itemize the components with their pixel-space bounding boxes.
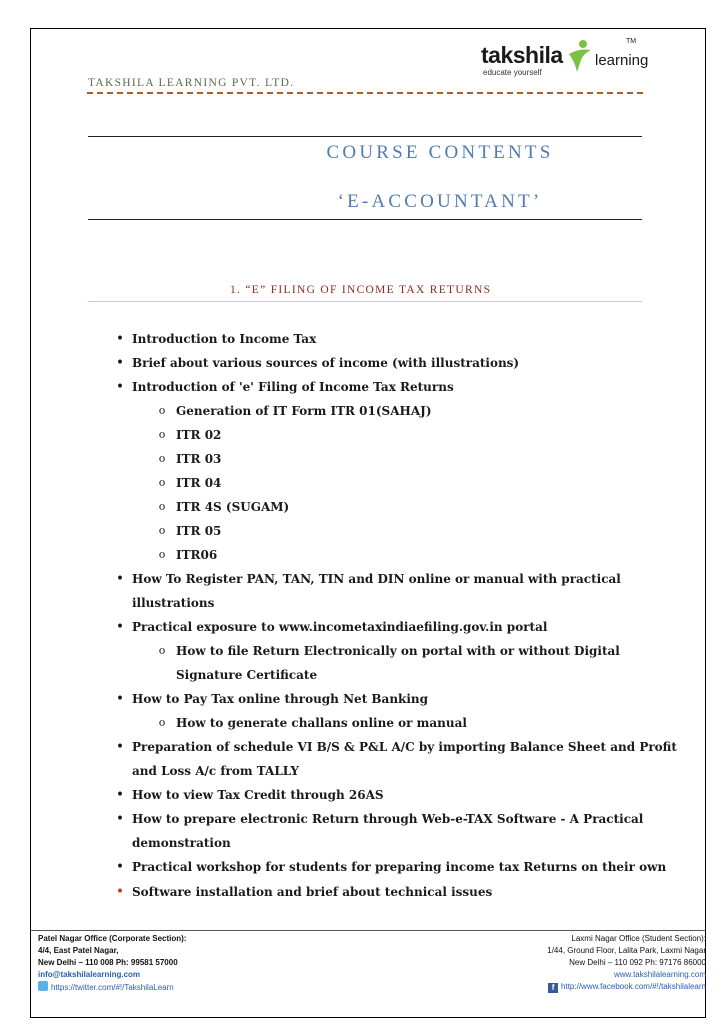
title-rule-bottom xyxy=(88,219,642,220)
list-item-text: How to view Tax Credit through 26AS xyxy=(132,788,384,802)
sub-item-text: ITR 02 xyxy=(176,428,222,442)
facebook-icon: f xyxy=(548,983,558,993)
list-item xyxy=(110,783,384,807)
circle-marker: o xyxy=(158,548,166,561)
sub-item-text: How to file Return Electronically on portal with or without Digital xyxy=(176,644,620,658)
bullet-marker: • xyxy=(115,355,125,371)
sub-item-text: ITR 03 xyxy=(176,452,222,466)
circle-marker: o xyxy=(158,428,166,441)
logo-learning-text: learning xyxy=(595,52,649,69)
sub-item-text: Generation of IT Form ITR 01(SAHAJ) xyxy=(176,404,432,418)
list-item-text: Software installation and brief about technical issues xyxy=(132,885,493,899)
bullet-marker: • xyxy=(115,739,125,755)
list-item-text: How to prepare electronic Return through Web-e-TAX Software - A Practical xyxy=(132,812,644,826)
list-item xyxy=(110,687,428,711)
sub-list-item xyxy=(152,399,432,423)
section-rule xyxy=(88,301,642,302)
list-item-text: Introduction to Income Tax xyxy=(132,332,317,346)
list-item-text: Practical workshop for students for preparing income tax Returns on their own xyxy=(132,860,667,874)
list-item-text: Brief about various sources of income (with illustrations) xyxy=(132,356,520,370)
sub-list-item xyxy=(152,519,221,543)
footer-right-phone: New Delhi – 110 092 Ph: 97176 86000 xyxy=(569,958,706,967)
circle-marker: o xyxy=(158,452,166,465)
logo-trademark: TM xyxy=(626,38,637,45)
sub-list-item xyxy=(152,543,217,567)
list-item xyxy=(110,855,666,879)
title-rule-top xyxy=(88,136,642,137)
list-item xyxy=(110,351,519,375)
list-item-text: Practical exposure to www.incometaxindiaefiling.gov.in portal xyxy=(132,620,548,634)
twitter-icon xyxy=(38,981,48,991)
sub-list-item xyxy=(152,471,221,495)
footer-rule xyxy=(30,930,706,931)
footer-twitter-link[interactable] xyxy=(38,981,174,994)
footer-right-title: Laxmi Nagar Office (Student Section): xyxy=(571,934,706,943)
facebook-url: http://www.facebook.com/#!/takshilalearn xyxy=(561,982,706,991)
list-item xyxy=(110,615,547,639)
list-item xyxy=(110,807,643,831)
sub-item-text: How to generate challans online or manual xyxy=(176,716,467,730)
page-subtitle: ‘E-ACCOUNTANT’ xyxy=(337,191,543,212)
bullet-marker: • xyxy=(115,691,125,707)
logo-figure-icon xyxy=(565,38,595,74)
footer-right-address: 1/44, Ground Floor, Lalita Park, Laxmi Nagar xyxy=(547,946,706,955)
list-item-text: Introduction of 'e' Filing of Income Tax Returns xyxy=(132,380,454,394)
sub-list-item xyxy=(152,447,221,471)
list-item xyxy=(110,880,492,904)
sub-item-text: ITR 04 xyxy=(176,476,222,490)
list-item xyxy=(110,735,677,759)
sub-item-text: ITR 4S (SUGAM) xyxy=(176,500,290,514)
bullet-marker: • xyxy=(115,787,125,803)
list-item-continuation: and Loss A/c from TALLY xyxy=(132,764,299,778)
list-item-continuation: illustrations xyxy=(132,596,215,610)
logo-tagline: educate yourself xyxy=(483,68,542,77)
circle-marker: o xyxy=(158,404,166,417)
circle-marker: o xyxy=(158,524,166,537)
list-item xyxy=(110,375,454,399)
list-item-text: How to Pay Tax online through Net Banking xyxy=(132,692,429,706)
circle-marker: o xyxy=(158,500,166,513)
bullet-marker: • xyxy=(115,811,125,827)
section-heading: 1. “E” FILING OF INCOME TAX RETURNS xyxy=(230,284,492,296)
footer-left-phone: New Delhi – 110 008 Ph: 99581 57000 xyxy=(38,958,178,967)
footer-left-address: 4/4, East Patel Nagar, xyxy=(38,946,119,955)
circle-marker: o xyxy=(158,644,166,657)
list-item-continuation: demonstration xyxy=(132,836,231,850)
sub-item-continuation: Signature Certificate xyxy=(176,668,318,682)
footer-website-link[interactable]: www.takshilalearning.com xyxy=(613,970,706,979)
bullet-marker: • xyxy=(115,331,125,347)
logo-wordmark: takshila xyxy=(481,42,563,68)
footer-email-link[interactable]: info@takshilalearning.com xyxy=(38,970,141,979)
list-item-text: Preparation of schedule VI B/S & P&L A/C by importing Balance Sheet and Profit xyxy=(132,740,677,754)
company-name: TAKSHILA LEARNING PVT. LTD. xyxy=(88,77,295,89)
bullet-marker: • xyxy=(115,619,125,635)
sub-list-item xyxy=(152,423,221,447)
circle-marker: o xyxy=(158,476,166,489)
sub-list-item xyxy=(152,639,620,663)
list-item xyxy=(110,567,621,591)
list-item-text: How To Register PAN, TAN, TIN and DIN online or manual with practical xyxy=(132,572,621,586)
sub-item-text: ITR06 xyxy=(176,548,218,562)
circle-marker: o xyxy=(158,716,166,729)
bullet-marker: • xyxy=(115,379,125,395)
header-dashed-rule xyxy=(87,92,643,94)
bullet-marker: • xyxy=(115,884,125,900)
bullet-marker: • xyxy=(115,571,125,587)
footer-left-title: Patel Nagar Office (Corporate Section): xyxy=(38,934,187,943)
sub-list-item xyxy=(152,711,467,735)
sub-list-item xyxy=(152,495,289,519)
page-title: COURSE CONTENTS xyxy=(326,142,554,163)
sub-item-text: ITR 05 xyxy=(176,524,222,538)
list-item xyxy=(110,327,316,351)
twitter-url: https://twitter.com/#!/TakshilaLearn xyxy=(51,983,174,992)
bullet-marker: • xyxy=(115,859,125,875)
footer-facebook-link[interactable] xyxy=(548,981,706,993)
